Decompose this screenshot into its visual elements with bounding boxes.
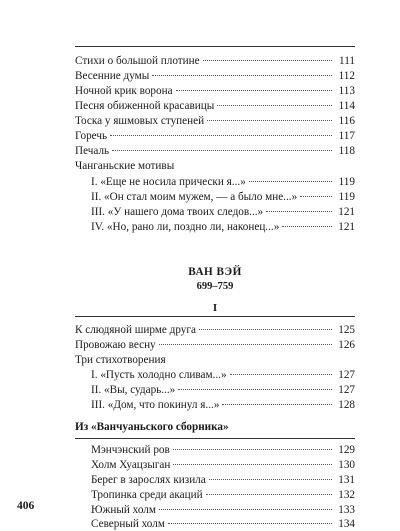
toc-subentry <box>91 190 355 204</box>
dot-leader <box>176 90 332 91</box>
entry-title: Стихи о большой плотине <box>75 55 200 67</box>
entry-title: I. «Пусть холодно сливам...» <box>91 369 227 381</box>
entry-title: IV. «Но, рано ли, поздно ли, наконец...» <box>91 221 280 233</box>
dot-leader <box>178 389 332 390</box>
toc-entry <box>75 144 355 158</box>
group-heading: Три стихотворения <box>75 354 166 366</box>
entry-page: 119 <box>338 191 355 203</box>
toc-entry <box>75 99 355 113</box>
entry-title: Ночной крик ворона <box>75 85 173 97</box>
dot-leader <box>266 211 332 212</box>
toc-entry <box>75 69 355 83</box>
entry-title: II. «Вы, сударь...» <box>91 384 176 396</box>
section-rule <box>75 316 355 317</box>
toc-entry <box>75 114 355 128</box>
entry-page: 114 <box>338 100 355 112</box>
entry-title: Мэнчэнский ров <box>91 444 170 456</box>
dot-leader <box>112 150 332 151</box>
dot-leader <box>159 509 332 510</box>
entry-page: 125 <box>338 324 355 336</box>
dot-leader <box>282 226 332 227</box>
entry-title: Северный холм <box>91 518 165 530</box>
toc-subentry <box>91 368 355 382</box>
entry-page: 132 <box>338 489 355 501</box>
entry-page: 113 <box>338 85 355 97</box>
toc-entry <box>75 84 355 98</box>
entry-page: 127 <box>338 369 355 381</box>
dot-leader <box>230 374 332 375</box>
dot-leader <box>206 494 332 495</box>
entry-page: 130 <box>338 459 355 471</box>
page-number: 406 <box>17 500 35 512</box>
toc-subentry <box>91 443 355 457</box>
dot-leader <box>152 75 332 76</box>
dot-leader <box>209 479 332 480</box>
entry-title: III. «Дом, что покинул я...» <box>91 399 220 411</box>
collection-heading: Из «Ванчуаньского сборника» <box>75 421 229 433</box>
entry-title: Тропинка среди акаций <box>91 489 203 501</box>
entry-title: Весенние думы <box>75 70 150 82</box>
entry-page: 126 <box>338 339 355 351</box>
entry-page: 118 <box>338 145 355 157</box>
toc-subentry <box>91 398 355 412</box>
entry-page: 134 <box>338 518 355 530</box>
dot-leader <box>203 60 332 61</box>
dot-leader <box>173 449 332 450</box>
entry-title: I. «Еще не носила прически я...» <box>91 176 246 188</box>
toc-entry <box>75 129 355 143</box>
entry-page: 128 <box>338 399 355 411</box>
toc-subentry <box>91 458 355 472</box>
toc-subentry <box>91 503 355 517</box>
entry-title: III. «У нашего дома твоих следов...» <box>91 206 264 218</box>
dot-leader <box>222 404 332 405</box>
dot-leader <box>249 181 332 182</box>
entry-page: 121 <box>338 221 355 233</box>
dot-leader <box>173 464 332 465</box>
dot-leader <box>110 135 332 136</box>
toc-entry <box>75 323 355 337</box>
entry-title: Тоска у яшмовых ступеней <box>75 115 205 127</box>
entry-page: 117 <box>338 130 355 142</box>
entry-page: 119 <box>338 176 355 188</box>
entry-page: 129 <box>338 444 355 456</box>
group-heading: Чанганьские мотивы <box>75 160 175 172</box>
entry-page: 121 <box>338 206 355 218</box>
entry-page: 111 <box>339 55 355 67</box>
dot-leader <box>199 329 332 330</box>
entry-title: Песня обиженной красавицы <box>75 100 215 112</box>
entry-title: Печаль <box>75 145 110 157</box>
toc-subentry <box>91 175 355 189</box>
toc-subentry <box>91 383 355 397</box>
entry-page: 133 <box>338 504 355 516</box>
entry-title: II. «Он стал моим мужем, — а было мне...» <box>91 191 298 203</box>
author-name: ВАН ВЭЙ <box>188 266 242 278</box>
entry-title: К слюдяной ширме друга <box>75 324 196 336</box>
entry-title: Холм Хуацзыган <box>91 459 171 471</box>
author-years: 699–759 <box>196 281 234 292</box>
entry-title: Берег в зарослях кизила <box>91 474 206 486</box>
toc-subentry <box>91 220 355 234</box>
entry-page: 127 <box>338 384 355 396</box>
dot-leader <box>168 523 332 524</box>
entry-page: 131 <box>338 474 355 486</box>
entry-title: Горечь <box>75 130 108 142</box>
section-number: I <box>212 302 218 314</box>
entry-page: 112 <box>338 70 355 82</box>
dot-leader <box>217 105 332 106</box>
toc-subentry <box>91 205 355 219</box>
toc-entry <box>75 338 355 352</box>
toc-entry <box>75 54 355 68</box>
dot-leader <box>207 120 332 121</box>
toc-subentry <box>91 473 355 487</box>
toc-subentry <box>91 488 355 502</box>
toc-subentry <box>91 517 355 531</box>
dot-leader <box>300 196 332 197</box>
entry-title: Южный холм <box>91 504 156 516</box>
collection-rule <box>75 438 355 439</box>
dot-leader <box>159 344 332 345</box>
entry-page: 116 <box>338 115 355 127</box>
entry-title: Провожаю весну <box>75 339 156 351</box>
top-rule <box>75 46 355 47</box>
